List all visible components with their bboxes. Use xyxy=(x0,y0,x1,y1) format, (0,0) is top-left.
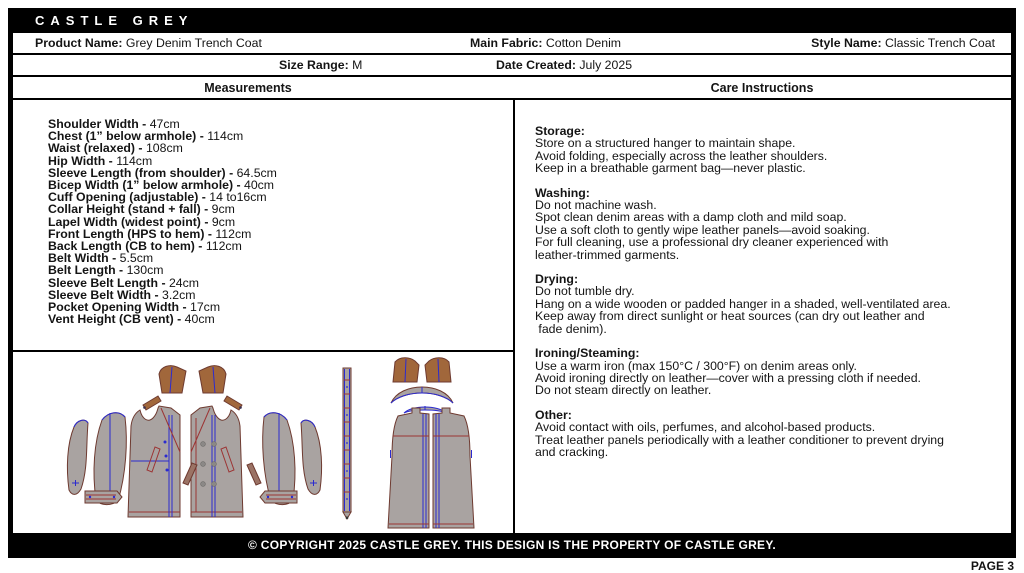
care-section-title: Ironing/Steaming: xyxy=(535,346,640,361)
measurements-list xyxy=(13,100,513,352)
product-name-field xyxy=(35,33,262,53)
care-line: Do not steam directly on leather. xyxy=(535,383,712,398)
size-range-value: M xyxy=(352,58,363,72)
care-line: Keep in a breathable garment bag—never plastic. xyxy=(535,161,806,176)
care-line: Avoid contact with oils, perfumes, and alcohol-based products. xyxy=(535,420,876,435)
care-line: Treat leather panels periodically with a leather conditioner to prevent drying xyxy=(535,432,944,447)
measurement-label: Sleeve Length (from shoulder) xyxy=(48,165,226,180)
measurement-row: Cuff Opening (adjustable) - 14 to16cm xyxy=(48,190,267,205)
measurement-value: 5.5cm xyxy=(119,251,154,266)
measurement-value: 108cm xyxy=(145,141,183,156)
measurement-label: Pocket Opening Width xyxy=(48,300,180,315)
measurement-row: Chest (1” below armhole) - 114cm xyxy=(48,129,244,144)
style-name-label: Style Name: xyxy=(811,36,882,50)
measurement-row: Vent Height (CB vent) - 40cm xyxy=(48,312,215,327)
measurement-label: Belt Width xyxy=(48,251,109,266)
measurement-label: Sleeve Belt Length xyxy=(48,275,159,290)
measurement-label: Shoulder Width xyxy=(48,117,139,131)
measurement-label: Lapel Width (widest point) xyxy=(48,214,201,229)
main-fabric-field xyxy=(470,33,621,53)
care-line: Keep away from direct sunlight or heat sources (can dry out leather and xyxy=(535,309,925,324)
size-range-field xyxy=(279,55,362,75)
care-line: Hang on a wide wooden or padded hanger in a shaded, well-ventilated area. xyxy=(535,296,951,311)
measurement-row: Bicep Width (1” below armhole) - 40cm xyxy=(48,178,275,193)
main-fabric-value: Cotton Denim xyxy=(545,36,622,50)
care-line: Do not machine wash. xyxy=(535,198,657,213)
measurement-value: 9cm xyxy=(211,214,236,229)
size-range-label: Size Range: xyxy=(279,58,349,72)
measurement-value: 114cm xyxy=(116,153,153,168)
brand-title-bar xyxy=(13,8,1011,33)
page-number: PAGE 3 xyxy=(970,559,1014,573)
measurement-row: Pocket Opening Width - 17cm xyxy=(48,300,221,315)
measurements-column xyxy=(13,100,515,533)
measurement-label: Cuff Opening (adjustable) xyxy=(48,190,199,205)
copyright-bar xyxy=(13,533,1011,558)
product-name-value: Grey Denim Trench Coat xyxy=(125,36,262,50)
measurement-row: Belt Width - 5.5cm xyxy=(48,251,154,266)
measurement-label: Collar Height (stand + fall) xyxy=(48,202,201,217)
care-line: fade denim). xyxy=(535,321,607,336)
measurements-header: Measurements xyxy=(204,81,292,95)
copyright-text: © COPYRIGHT 2025 CASTLE GREY. THIS DESIGN IS THE PROPERTY OF CASTLE GREY. xyxy=(248,538,776,552)
care-section-title: Storage: xyxy=(535,124,585,138)
measurement-value: 114cm xyxy=(207,129,244,144)
header-row-2 xyxy=(13,55,1011,77)
measurement-value: 9cm xyxy=(211,202,235,217)
measurement-label: Sleeve Belt Width xyxy=(48,287,152,302)
care-line: and cracking. xyxy=(535,444,609,459)
measurement-value: 112cm xyxy=(205,239,242,254)
header-row-1 xyxy=(13,33,1011,55)
date-created-value: July 2025 xyxy=(579,58,633,72)
measurement-value: 47cm xyxy=(149,117,180,131)
measurement-row: Belt Length - 130cm xyxy=(48,263,164,278)
measurement-row: Back Length (CB to hem) - 112cm xyxy=(48,239,242,254)
measurement-value: 24cm xyxy=(168,275,200,290)
measurement-row: Sleeve Belt Length - 24cm xyxy=(48,275,200,290)
care-line: Use a warm iron (max 150°C / 300°F) on denim areas only. xyxy=(535,358,857,373)
care-section-title: Drying: xyxy=(535,272,579,287)
style-name-field xyxy=(811,33,995,53)
column-headers-row xyxy=(13,77,1011,100)
measurement-label: Waist (relaxed) xyxy=(48,141,136,156)
brand-title: CASTLE GREY xyxy=(35,13,194,28)
care-line: Do not tumble dry. xyxy=(535,284,635,299)
date-created-field xyxy=(496,55,632,75)
care-line: Store on a structured hanger to maintain shape. xyxy=(535,136,796,151)
care-line: For full cleaning, use a professional dry cleaner experienced with xyxy=(535,235,889,250)
measurement-value: 17cm xyxy=(190,300,221,315)
measurement-value: 130cm xyxy=(126,263,164,278)
measurement-value: 64.5cm xyxy=(236,165,277,180)
pattern-back-pieces xyxy=(343,358,474,528)
measurement-label: Hip Width xyxy=(48,153,106,168)
measurement-label: Belt Length xyxy=(48,263,116,278)
measurement-label: Front Length (HPS to hem) xyxy=(48,226,205,241)
spec-sheet-page xyxy=(8,8,1016,558)
care-section xyxy=(535,409,1005,459)
main-fabric-label: Main Fabric: xyxy=(470,36,543,50)
measurement-value: 40cm xyxy=(243,178,275,193)
care-section xyxy=(535,273,1005,335)
measurement-row: Hip Width - 114cm xyxy=(48,153,153,168)
care-line: Avoid ironing directly on leather—cover with a pressing cloth if needed. xyxy=(535,370,921,385)
measurement-value: 14 to16cm xyxy=(209,190,267,205)
measurement-row: Sleeve Length (from shoulder) - 64.5cm xyxy=(48,165,277,180)
care-line: Use a soft cloth to gently wipe leather panels—avoid soaking. xyxy=(535,222,870,237)
date-created-label: Date Created: xyxy=(496,58,576,72)
pattern-front-pieces xyxy=(67,366,321,517)
measurement-label: Bicep Width (1” below armhole) xyxy=(48,178,234,193)
measurement-row: Shoulder Width - 47cm xyxy=(48,117,180,131)
measurement-row: Front Length (HPS to hem) - 112cm xyxy=(48,226,252,241)
measurement-value: 3.2cm xyxy=(162,287,196,302)
measurement-value: 112cm xyxy=(215,226,252,241)
care-line: Avoid folding, especially across the leather shoulders. xyxy=(535,148,828,163)
care-line: leather-trimmed garments. xyxy=(535,247,680,262)
care-line: Spot clean denim areas with a damp cloth and mild soap. xyxy=(535,210,847,225)
measurement-label: Back Length (CB to hem) xyxy=(48,239,195,254)
care-section-title: Other: xyxy=(535,407,572,422)
measurement-label: Chest (1” below armhole) xyxy=(48,129,197,144)
care-section-title: Washing: xyxy=(535,185,590,200)
care-instructions-header: Care Instructions xyxy=(710,81,814,95)
style-name-value: Classic Trench Coat xyxy=(884,36,995,50)
measurement-label: Vent Height (CB vent) xyxy=(48,312,174,327)
measurement-row: Lapel Width (widest point) - 9cm xyxy=(48,214,236,229)
measurement-row: Waist (relaxed) - 108cm xyxy=(48,141,183,156)
pattern-drawing-area xyxy=(13,352,513,533)
product-name-label: Product Name: xyxy=(35,36,123,50)
measurement-value: 40cm xyxy=(184,312,215,327)
care-instructions-column xyxy=(515,100,1011,533)
care-section xyxy=(535,347,1005,397)
care-section xyxy=(535,187,1005,261)
measurement-row: Sleeve Belt Width - 3.2cm xyxy=(48,287,196,302)
pattern-flat-sketch xyxy=(13,352,513,533)
care-section xyxy=(535,125,1005,175)
content-area xyxy=(13,100,1011,533)
measurement-row: Collar Height (stand + fall) - 9cm xyxy=(48,202,235,217)
